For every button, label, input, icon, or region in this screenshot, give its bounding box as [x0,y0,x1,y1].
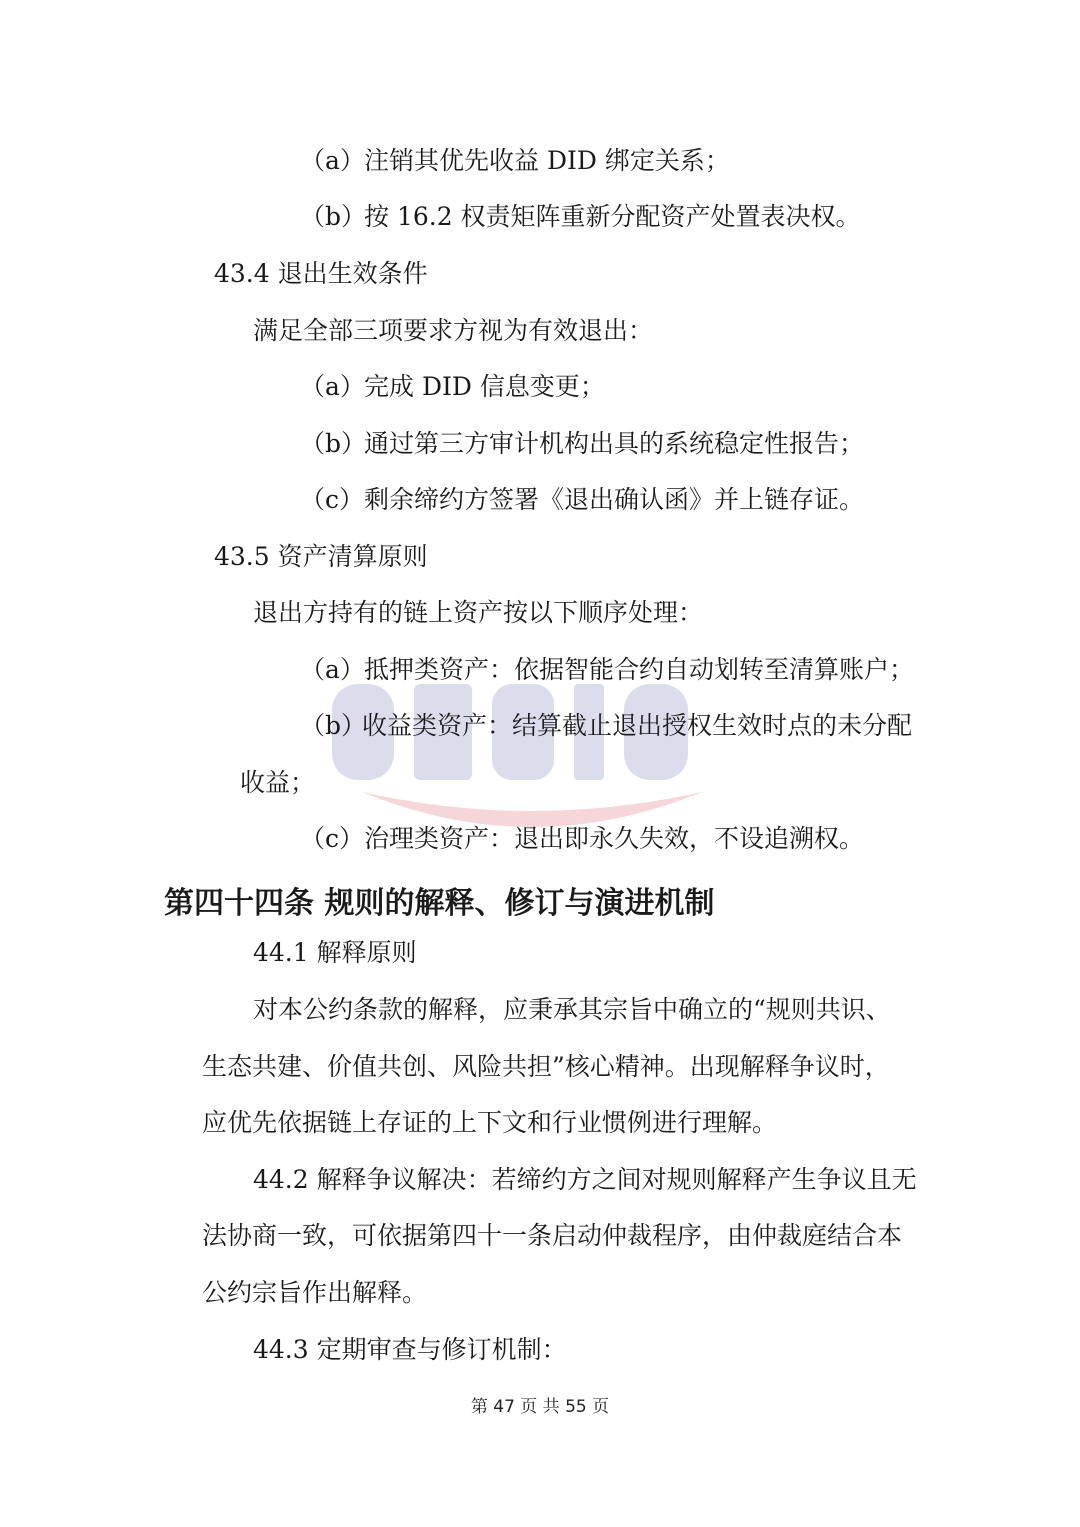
list-item-43-4-a [300,370,605,404]
list-item-43-3-b [300,200,861,234]
list-marker: （a） [300,655,365,684]
list-item-43-5-b-continued: 收益； [240,768,316,797]
watermark-logo [332,662,732,834]
list-text: 完成 DID 信息变更； [364,372,605,401]
list-marker: （b） [300,429,367,458]
list-item-43-4-c [300,483,864,517]
list-item-43-5-c [300,822,864,856]
list-text: 按 16.2 权责矩阵重新分配资产处置表决权。 [364,202,861,231]
list-item-43-4-b [300,427,864,461]
list-text: 抵押类资产：依据智能合约自动划转至清算账户； [364,655,915,684]
paragraph-44-2-line-2: 法协商一致，可依据第四十一条启动仲裁程序，由仲裁庭结合本 [202,1221,903,1250]
list-item-43-5-a [300,653,914,687]
list-marker: （c） [300,485,365,514]
list-marker: （c） [300,824,365,853]
list-marker: （a） [300,372,365,401]
paragraph-44-2-line-3: 公约宗旨作出解释。 [202,1278,428,1307]
section-44-1-title: 44.1 解释原则 [253,938,417,967]
list-marker: （b） [300,711,367,740]
list-marker: （b） [300,202,367,231]
article-44-heading: 第四十四条 规则的解释、修订与演进机制 [164,886,715,921]
list-item-43-3-a [300,144,730,178]
section-43-5-title: 43.5 资产清算原则 [214,542,428,571]
paragraph-44-2-line-1: 44.2 解释争议解决：若缔约方之间对规则解释产生争议且无 [253,1165,917,1194]
paragraph-44-1-line-2: 生态共建、价值共创、风险共担”核心精神。出现解释争议时， [202,1052,890,1081]
list-text: 剩余缔约方签署《退出确认函》并上链存证。 [364,485,865,514]
list-text: 通过第三方审计机构出具的系统稳定性报告； [364,429,865,458]
paragraph-44-1-line-1: 对本公约条款的解释，应秉承其宗旨中确立的“规则共识、 [253,995,891,1024]
list-text: 注销其优先收益 DID 绑定关系； [364,146,730,175]
section-43-4-title: 43.4 退出生效条件 [214,259,428,288]
list-marker: （a） [300,146,365,175]
list-text: 治理类资产：退出即永久失效，不设追溯权。 [364,824,865,853]
list-text: 收益类资产：结算截止退出授权生效时点的未分配 [362,711,913,740]
paragraph-43-5: 退出方持有的链上资产按以下顺序处理： [253,598,704,627]
page-number-footer: 第 47 页 共 55 页 [470,1397,610,1417]
paragraph-43-4: 满足全部三项要求方视为有效退出： [253,316,654,345]
section-44-3-title: 44.3 定期审查与修订机制： [253,1335,567,1364]
list-item-43-5-b [300,709,912,743]
paragraph-44-1-line-3: 应优先依据链上存证的上下文和行业惯例进行理解。 [202,1108,778,1137]
